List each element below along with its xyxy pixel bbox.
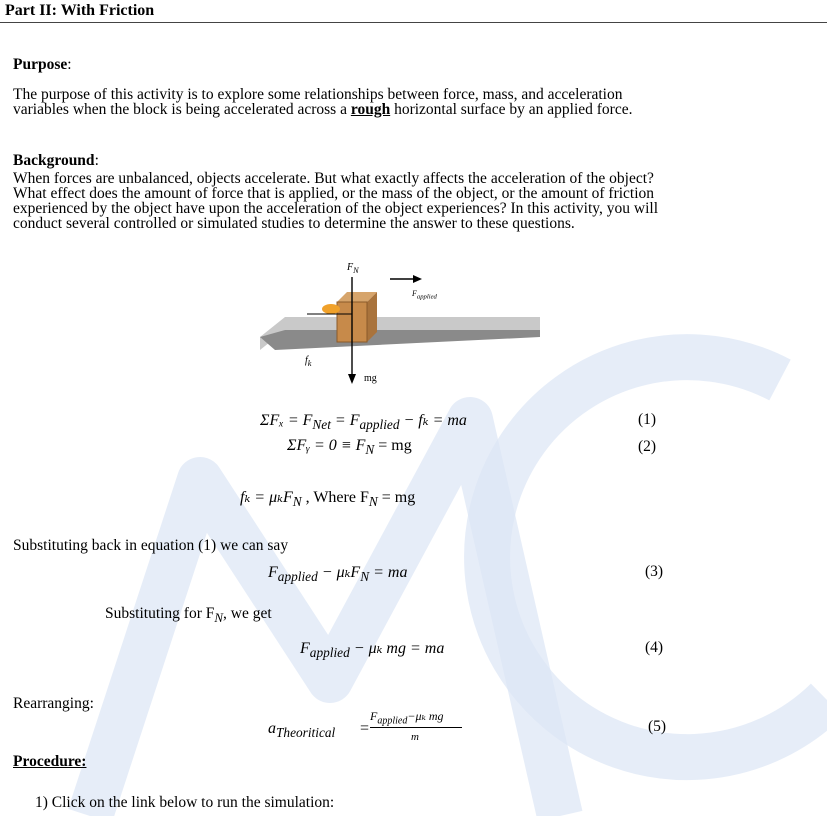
equation-4-number: (4) — [645, 639, 664, 656]
purpose-emphasis: rough — [350, 101, 391, 118]
substitute-fn-text: Substituting for $F_N$, we get — [105, 605, 272, 626]
background-heading: Background: — [13, 152, 99, 169]
equation-2-number: (2) — [638, 438, 657, 455]
procedure-step-1: 1) Click on the link below to run the simulation: — [35, 794, 335, 811]
title-rule — [0, 22, 827, 23]
background-text: When forces are unbalanced, objects accelerate. But what exactly affects the acceleration of the object? What effect does the amount of force that is applied, or the mass of the object, or the amount of friction experienced by the object have upon the acceleration of the object experiences? In this activity, you will conduct several controlled or simulated studies to determine the answer to these questions. — [13, 170, 658, 232]
equation-5-numerator: $F_{applied}-\mu_k$ mg — [370, 709, 444, 727]
equation-5-number: (5) — [648, 718, 667, 735]
purpose-text: The purpose of this activity is to explore some relationships between force, mass, and acceleration variables when the block is being accelerated across a rough horizontal surface by an applied force. — [13, 86, 633, 118]
friction-equation: fₖ = μₖF$_N$ , Where $F_N$ = mg — [240, 489, 416, 510]
free-body-diagram — [255, 262, 545, 392]
diagram-applied-label: $F_{applied}$ — [412, 289, 437, 301]
substitution-text: Substituting back in equation (1) we can say — [13, 537, 289, 554]
equation-5-equals: = — [360, 720, 370, 737]
purpose-heading: Purpose: — [13, 56, 72, 73]
equation-3: $F_{applied} - \mu_kF_N$ = ma — [268, 564, 408, 585]
weight-arrowhead — [348, 374, 356, 384]
surface-edge — [260, 330, 540, 350]
diagram-weight-label: mg — [364, 373, 377, 384]
equation-3-number: (3) — [645, 563, 664, 580]
equation-5-lhs: $a_{Theoritical}$ — [268, 720, 336, 741]
equation-4: $F_{applied} - \mu_k$ mg = ma — [300, 640, 445, 661]
equation-2: ΣFᵧ = $0 \equiv F_N$ = mg — [287, 437, 412, 458]
equation-5-denominator: m — [411, 731, 419, 743]
procedure-heading: Procedure: — [13, 753, 87, 770]
fraction-bar — [370, 727, 462, 728]
rearranging-label: Rearranging: — [13, 695, 94, 712]
equation-1-number: (1) — [638, 411, 657, 428]
applied-arrowhead — [413, 275, 422, 283]
page-title: Part II: With Friction — [5, 2, 155, 19]
diagram-normal-label: $F_N$ — [347, 262, 359, 275]
hand-icon — [322, 304, 340, 314]
equation-1: $\Sigma F_x = F_{Net} = F_{applied} - f_k$ = ma — [260, 412, 467, 433]
diagram-friction-label: $f_k$ — [305, 355, 312, 368]
